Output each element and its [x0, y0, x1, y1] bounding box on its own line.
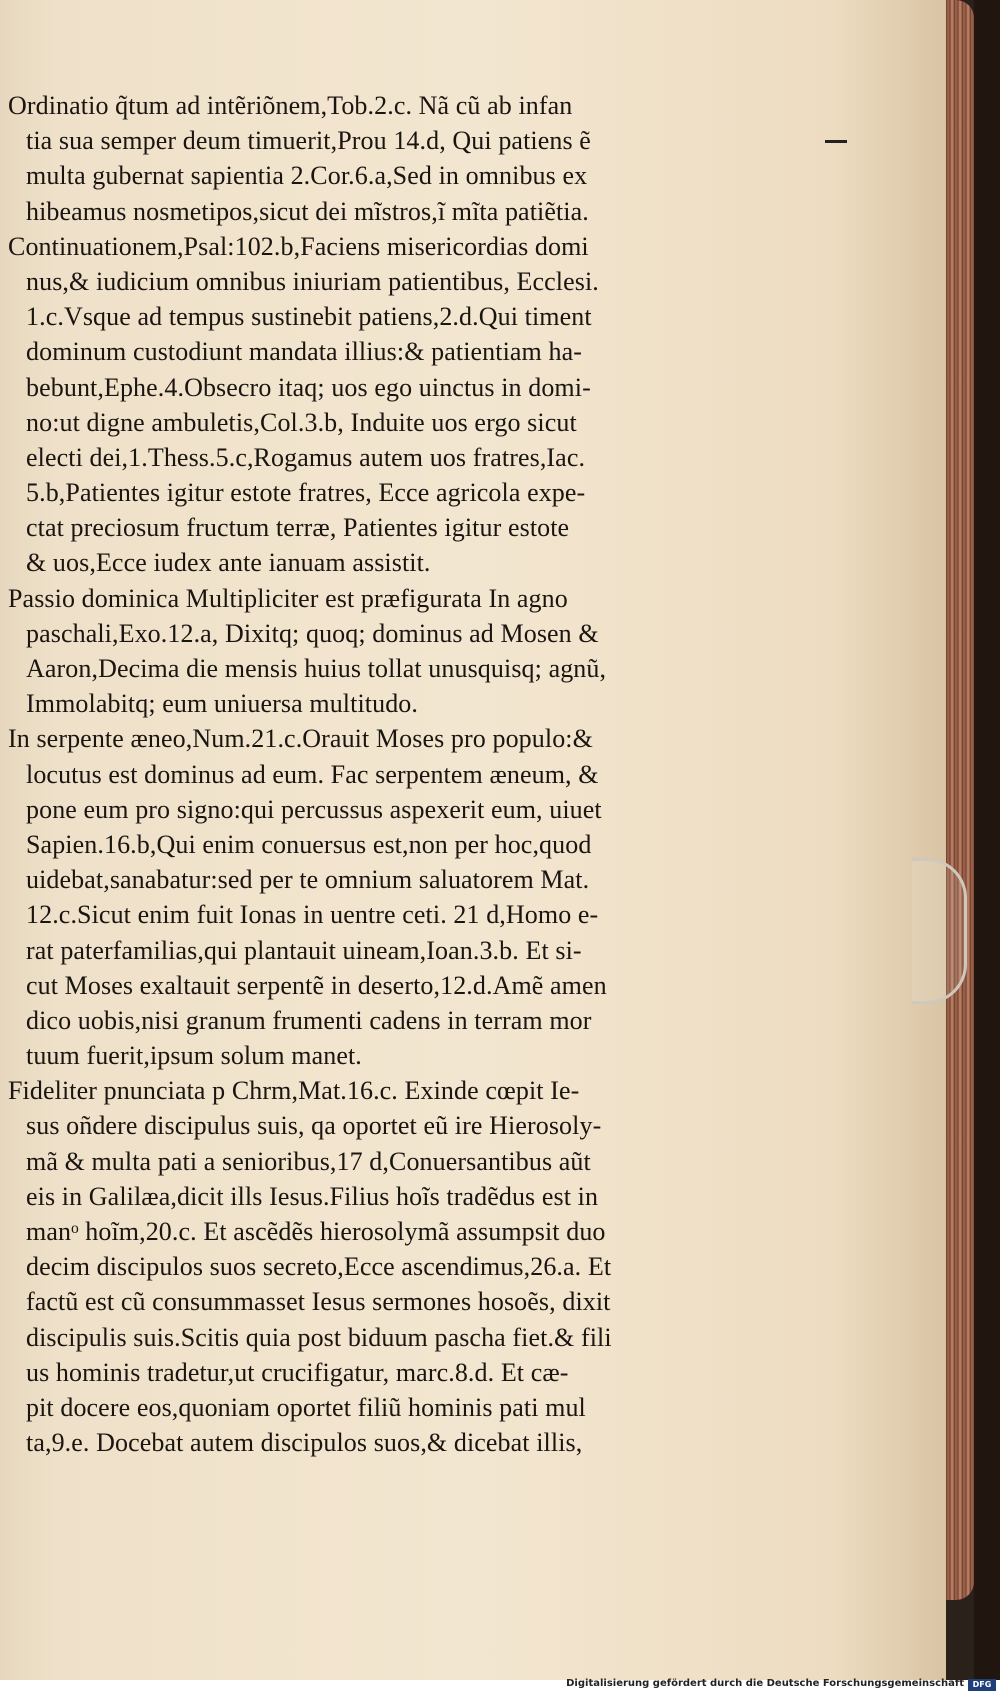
text-line: Ordinatio q̃tum ad intẽriõnem,Tob.2.c. Nã cũ ab infan [8, 91, 573, 120]
text-line: 1.c.Vsque ad tempus sustinebit patiens,2.d.Qui timent [26, 302, 592, 332]
page-text-block [8, 88, 760, 1460]
text-line: bebunt,Ephe.4.Obsecro itaq; uos ego uinctus in domi- [26, 372, 591, 402]
text-line: pit docere eos,quoniam oportet filiũ hominis pati mul [26, 1392, 586, 1422]
text-line: cut Moses exaltauit serpentẽ in deserto,12.d.Amẽ amen [26, 970, 607, 1000]
text-line: Aaron,Decima die mensis huius tollat unusquisq; agnũ, [26, 654, 607, 683]
text-line: tuum fuerit,ipsum solum manet. [26, 1041, 362, 1071]
text-line: Passio dominica Multipliciter est præfigurata In agno [8, 583, 568, 613]
text-line: eis in Galilæa,dicit ills Iesus.Filius hoĩs tradẽdus est in [26, 1181, 599, 1211]
text-line: electi dei,1.Thess.5.c,Rogamus autem uos fratres,Iac. [26, 442, 586, 472]
digitization-footer [0, 1680, 1000, 1691]
text-line: mã & multa pati a senioribus,17 d,Conuersantibus aũt [26, 1146, 591, 1176]
text-line: hibeamus nosmetipos,sicut dei mĩstros,ĩ mĩta patiẽtia. [26, 196, 589, 226]
text-line: 12.c.Sicut enim fuit Ionas in uentre ceti. 21 d,Homo e- [26, 900, 599, 930]
text-line: dominum custodiunt mandata illius:& patientiam ha- [26, 337, 582, 367]
text-line: discipulis suis.Scitis quia post biduum pascha fiet.& fili [26, 1322, 612, 1352]
text-line: rat paterfamilias,qui plantauit uineam,Ioan.3.b. Et si- [26, 935, 582, 965]
text-line: locutus est dominus ad eum. Fac serpentem æneum, & [26, 759, 599, 789]
text-line: & uos,Ecce iudex ante ianuam assistit. [26, 548, 431, 578]
text-line: decim discipulos suos secreto,Ecce ascendimus,26.a. Et [26, 1252, 612, 1282]
text-line: Fideliter pnunciata p Chrm,Mat.16.c. Exinde cœpit Ie- [8, 1076, 580, 1106]
text-line: us hominis tradetur,ut crucifigatur, marc.8.d. Et cæ- [26, 1357, 569, 1387]
text-line: dico uobis,nisi granum frumenti cadens in terram mor [26, 1005, 592, 1035]
margin-mark [825, 140, 847, 143]
text-line: multa gubernat sapientia 2.Cor.6.a,Sed in omnibus ex [26, 161, 588, 191]
footer-credit: Digitalisierung gefördert durch die Deutsche Forschungsgemeinschaft [566, 1678, 964, 1689]
text-line: no:ut digne ambuletis,Col.3.b, Induite uos ergo sicut [26, 407, 577, 437]
text-line: ta,9.e. Docebat autem discipulos suos,& dicebat illis, [26, 1428, 583, 1458]
text-line: Immolabitq; eum uniuersa multitudo. [26, 689, 419, 719]
text-line: In serpente æneo,Num.21.c.Orauit Moses pro populo:& [8, 724, 593, 754]
text-line: sus oñdere discipulus suis, qa oportet eũ ire Hierosoly- [26, 1111, 602, 1141]
page-clip [912, 858, 967, 1004]
text-line: tia sua semper deum timuerit,Prou 14.d, Qui patiens ẽ [26, 126, 591, 156]
text-line: uidebat,sanabatur:sed per te omnium saluatorem Mat. [26, 865, 590, 895]
text-line: nus,& iudicium omnibus iniuriam patientibus, Ecclesi. [26, 266, 599, 296]
book-cover-edge [974, 0, 1000, 1691]
text-line: manᵒ hoĩm,20.c. Et ascẽdẽs hierosolymã assumpsit duo [26, 1217, 606, 1246]
dfg-logo-icon: DFG [968, 1679, 996, 1691]
text-line: ctat preciosum fructum terræ, Patientes igitur estote [26, 513, 570, 543]
text-line: paschali,Exo.12.a, Dixitq; quoq; dominus ad Mosen & [26, 618, 599, 648]
text-line: factũ est cũ consummasset Iesus sermones hosoẽs, dixit [26, 1287, 611, 1317]
text-line: Continuationem,Psal:102.b,Faciens misericordias domi [8, 231, 589, 261]
text-line: Sapien.16.b,Qui enim conuersus est,non per hoc,quod [26, 829, 592, 859]
text-line: 5.b,Patientes igitur estote fratres, Ecce agricola expe- [26, 478, 586, 508]
page-edges [946, 0, 974, 1600]
text-line: pone eum pro signo:qui percussus aspexerit eum, uiuet [26, 794, 602, 824]
